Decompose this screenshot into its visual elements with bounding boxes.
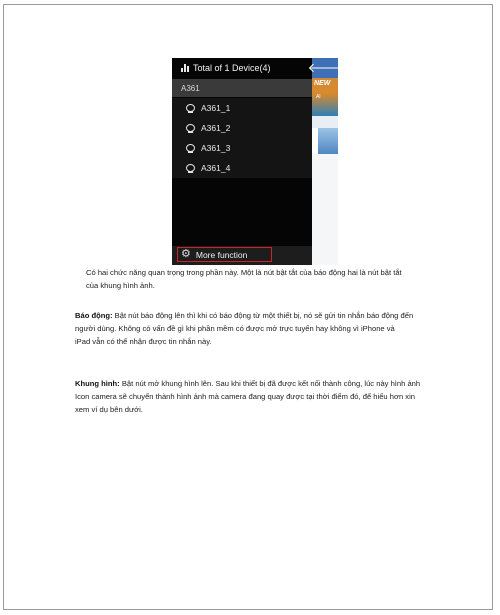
news-banner-title: NEW — [314, 80, 331, 87]
device-item-a361-4[interactable] — [172, 158, 312, 178]
camera-icon — [186, 124, 195, 133]
frame-text: Bật nút mở khung hình lên. Sau khi thiết bị đã được kết nối thành công, lúc này hình ảnh — [119, 379, 421, 388]
frame-line-2: Icon camera sẽ chuyển thành hình ảnh mà camera đang quay được tại thời điểm đó, để hiểu hơn xin — [75, 392, 416, 401]
camera-icon — [186, 164, 195, 173]
news-banner-sub: Al — [316, 94, 321, 100]
bottom-toolbar — [172, 246, 312, 265]
alarm-label: Báo động: — [75, 311, 113, 320]
strip-blank — [312, 154, 338, 265]
background-app-strip — [307, 58, 343, 265]
frame-label: Khung hình: — [75, 379, 120, 388]
camera-icon — [186, 144, 195, 153]
phone-screenshot — [172, 58, 343, 265]
back-arrow-glyph: 🡐 — [307, 60, 343, 75]
more-function-label: More function — [195, 249, 248, 260]
device-total-label: Total of 1 Device(4) — [193, 63, 271, 73]
intro-line-2: của khung hình ảnh. — [86, 281, 155, 290]
alarm-line-3: iPad vẫn có thể nhận được tin nhắn này. — [75, 337, 212, 346]
paragraph-frame — [75, 377, 475, 416]
device-label: A361_3 — [201, 143, 231, 153]
thumbnail-image — [318, 128, 338, 154]
news-banner — [312, 78, 338, 116]
camera-icon — [186, 104, 195, 113]
device-item-a361-2[interactable] — [172, 118, 312, 138]
back-arrow-icon[interactable] — [307, 58, 343, 78]
device-panel — [172, 58, 312, 265]
device-group-label: A361 — [181, 83, 200, 93]
device-label: A361_4 — [201, 163, 231, 173]
device-group-row[interactable] — [172, 79, 312, 97]
alarm-line-1 — [75, 309, 475, 322]
device-total-header — [172, 58, 312, 78]
strip-divider — [312, 116, 338, 128]
device-list — [172, 98, 312, 178]
gear-icon: ⚙ — [181, 248, 191, 260]
more-function-button[interactable] — [177, 247, 272, 262]
bar-chart-icon — [181, 64, 189, 72]
device-label: A361_1 — [201, 103, 231, 113]
paragraph-alarm — [75, 309, 475, 348]
intro-line-1: Có hai chức năng quan trọng trong phần này. Một là nút bật tắt của báo động hai là nút bật tắt — [86, 268, 402, 277]
paragraph-intro — [86, 266, 466, 292]
device-label: A361_2 — [201, 123, 231, 133]
frame-line-1 — [75, 377, 475, 390]
frame-line-3: xem ví dụ bên dưới. — [75, 405, 143, 414]
alarm-line-2: người dùng. Không có vấn đề gì khi phần mềm có được mở trực tuyến hay không vì iPhone và — [75, 324, 395, 333]
alarm-text: Bật nút báo động lên thì khi có báo động từ một thiết bị, nó sẽ gửi tin nhắn báo động đến — [112, 311, 414, 320]
device-item-a361-3[interactable] — [172, 138, 312, 158]
device-item-a361-1[interactable] — [172, 98, 312, 118]
